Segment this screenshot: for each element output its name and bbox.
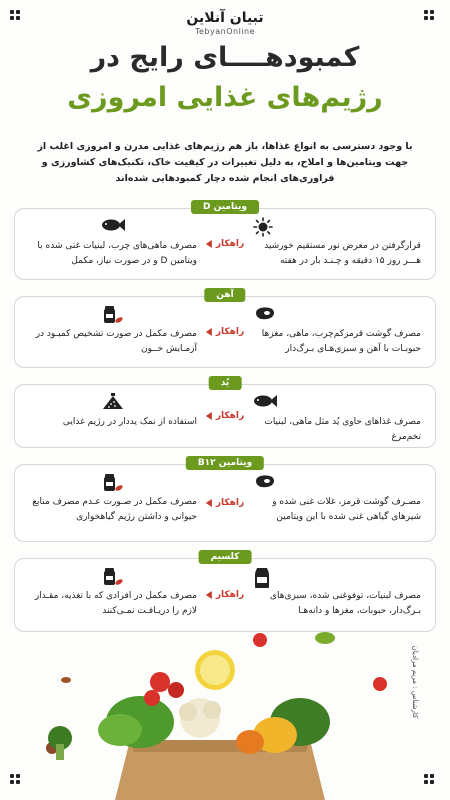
deficiency-card	[14, 552, 436, 632]
card-solution-column	[29, 217, 197, 269]
milk-icon	[253, 567, 421, 587]
card-solution-column	[29, 473, 197, 525]
card-cause-column	[253, 305, 421, 357]
solution-label: راهکار	[215, 327, 245, 337]
tomato	[253, 633, 267, 647]
fish-icon	[253, 393, 421, 413]
deficiency-card	[14, 290, 436, 368]
arrow-left-icon	[206, 240, 212, 248]
meat-icon	[253, 305, 421, 325]
card-solution-column	[29, 393, 197, 430]
brand-name-en: TebyanOnline	[194, 27, 256, 36]
solution-label: راهکار	[215, 411, 245, 421]
card-solution-text: استفاده از نمک یددار در رژیم غذایی	[62, 417, 197, 427]
card-source-text: قرارگرفتن در معرض نور مستقیم خورشید هـــر روز ۱۵ دقیقه و چـنـد بار در هفته	[264, 241, 421, 266]
arrow-left-icon	[206, 328, 212, 336]
page-title-line2: رژیم‌های غذایی امروزی	[67, 82, 383, 113]
meat-icon	[253, 473, 421, 493]
card-solution-text: مصرف مکمل در صـورت عـدم مصرف منابع حیوانی و داشتن رژیم گیاهخواری	[32, 497, 197, 522]
card-source-text: مصرف لبنیات، توفوغنی شده، سبزی‌های بـرگ‌دار، حبوبات، مغزها و دانه‌هـا	[269, 591, 421, 616]
card-cause-column	[253, 217, 421, 269]
card-nutrient-tag: ویتامین B۱۲	[186, 456, 264, 470]
card-cause-column	[253, 567, 421, 619]
card-nutrient-tag: یُد	[209, 376, 242, 390]
card-nutrient-tag: ویتامین D	[191, 200, 259, 214]
card-solution-column	[29, 305, 197, 357]
lemon	[200, 655, 230, 685]
card-cause-column	[253, 393, 421, 445]
card-nutrient-tag: کلسیم	[199, 550, 252, 564]
leaf	[61, 677, 71, 683]
broccoli-stem	[56, 744, 64, 760]
card-solution-column	[29, 567, 197, 619]
card-solution-text: مصرف مکمل در صورت تشخیص کمبـود در آزمـایش خــون	[35, 329, 197, 354]
orange-pepper	[236, 730, 264, 754]
corner-ornament-bottom-right	[424, 774, 440, 790]
solution-indicator	[206, 327, 244, 337]
arrow-left-icon	[206, 499, 212, 507]
card-nutrient-tag: آهن	[204, 288, 245, 302]
card-solution-text: مصرف ماهی‌های چرب، لبنیات غنی شده با ویتامین D و در صورت نیاز، مکمل	[37, 241, 197, 266]
page-title-line1: کمبودهــــای رایج در	[90, 42, 360, 73]
solution-indicator	[206, 498, 244, 508]
arrow-left-icon	[206, 591, 212, 599]
salt-icon	[29, 393, 197, 413]
tomato	[150, 672, 170, 692]
pills-icon	[29, 305, 197, 325]
solution-label: راهکار	[215, 239, 245, 249]
credit-text: کارشناس : مریم مرادیان	[411, 645, 419, 719]
solution-indicator	[206, 411, 244, 421]
solution-indicator	[206, 590, 244, 600]
arrow-left-icon	[206, 412, 212, 420]
pills-icon	[29, 567, 197, 587]
card-source-text: مصرف غذاهای حاوی یُد مثل ماهی، لبنیات تخم‌مرغ	[264, 417, 421, 442]
cauliflower	[179, 703, 197, 721]
deficiency-card	[14, 378, 436, 448]
card-solution-text: مصرف مکمل در افرادی که با تغذیه، مقـدار لازم را دریـافـت نمـی‌کنند	[34, 591, 197, 616]
leaf	[315, 632, 335, 644]
solution-label: راهکار	[215, 590, 245, 600]
solution-label: راهکار	[215, 498, 245, 508]
brand-name-fa: تبیان آنلاین	[186, 10, 264, 26]
cauliflower	[203, 701, 221, 719]
card-source-text: مصـرف گوشت قرمز، غلات غنی شده و شیرهای گیاهی غنی شده با این ویتامین	[272, 497, 421, 522]
lettuce	[98, 714, 142, 746]
credit-note	[408, 640, 422, 730]
tomato	[168, 682, 184, 698]
intro-paragraph: با وجود دسترسی به انواع غذاها، باز هم رژیم‌های غذایی مدرن و امروزی اغلب از جهت ویتامین‌ها و املاح، به دلیل تغییرات در کیفیت خاک، تکنیک‌های کشاورزی و فراوری‌های انجام شده دچار کمبودهایی شده‌اند	[37, 141, 413, 184]
fish-icon	[29, 217, 197, 237]
card-cause-column	[253, 473, 421, 525]
pills-icon	[29, 473, 197, 493]
tomato	[373, 677, 387, 691]
corner-ornament-bottom-left	[10, 774, 26, 790]
tomato	[144, 690, 160, 706]
vegetables-bag-illustration	[40, 630, 400, 800]
deficiency-card	[14, 202, 436, 280]
deficiency-card	[14, 458, 436, 542]
sun-icon	[253, 217, 421, 237]
brand-logo	[0, 10, 450, 36]
solution-indicator	[206, 239, 244, 249]
card-source-text: مصرف گوشت قرمزکم‌چرب، ماهی، مغزها حبوبـات با آهن و سبزی‌هـای بـرگ‌دار	[261, 329, 421, 354]
